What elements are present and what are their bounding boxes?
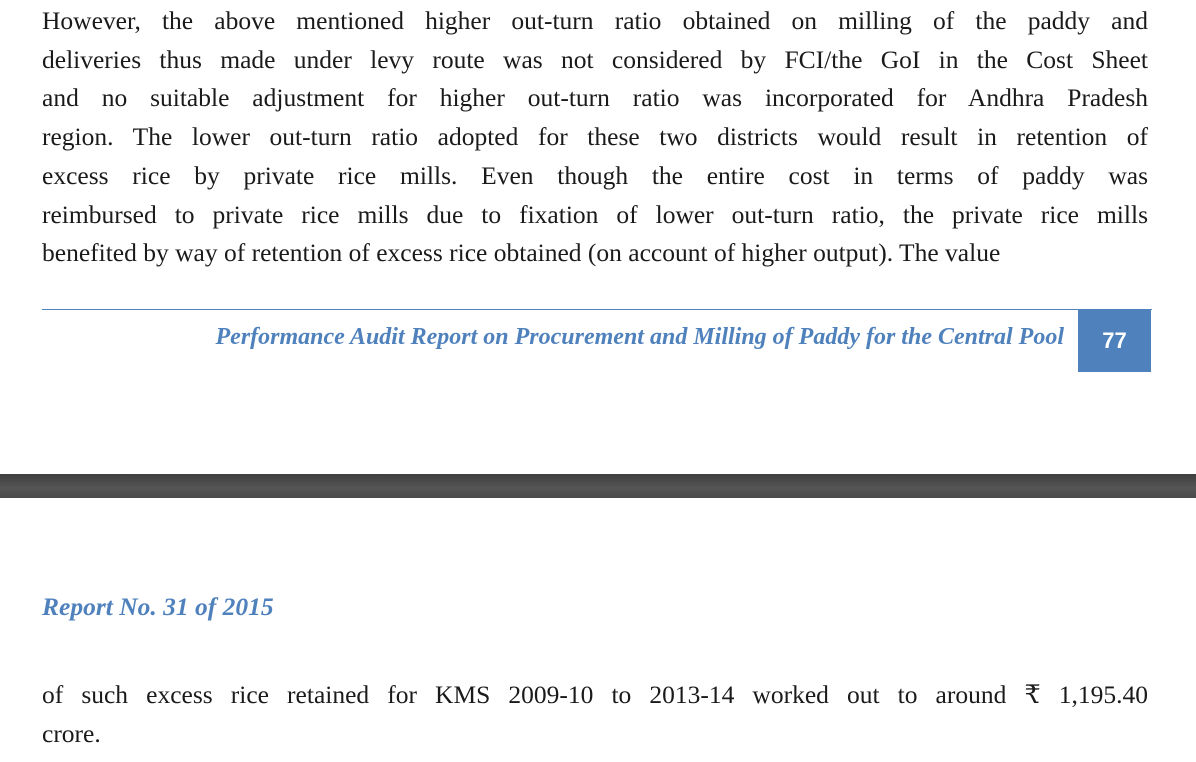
paragraph-line: crore. (42, 718, 101, 748)
paragraph-line: excess rice by private rice mills. Even though the entire cost in terms of paddy was (42, 160, 1148, 190)
paragraph-line: deliveries thus made under levy route was not considered by FCI/the GoI in the Cost Sheet (42, 44, 1148, 74)
body-paragraph (42, 2, 1148, 273)
body-paragraph (42, 676, 1148, 753)
page-header-report-number: Report No. 31 of 2015 (42, 592, 274, 621)
paragraph-line: However, the above mentioned higher out-turn ratio obtained on milling of the paddy and (42, 6, 1148, 35)
paragraph-line: of such excess rice retained for KMS 2009-10 to 2013-14 worked out to around ₹ 1,195.40 (42, 680, 1148, 709)
page-separator (0, 474, 1196, 498)
paragraph-line: benefited by way of retention of excess rice obtained (on account of higher output). The value (42, 238, 1001, 268)
paragraph-line: and no suitable adjustment for higher out-turn ratio was incorporated for Andhra Pradesh (42, 83, 1148, 113)
footer-title: Performance Audit Report on Procurement and Milling of Paddy for the Central Pool (215, 324, 1064, 350)
paragraph-line: region. The lower out-turn ratio adopted for these two districts would result in retention of (42, 122, 1148, 152)
paragraph-line: reimbursed to private rice mills due to fixation of lower out-turn ratio, the private rice mills (42, 199, 1148, 229)
footer-divider (42, 309, 1152, 310)
page-number-badge: 77 (1078, 310, 1151, 372)
